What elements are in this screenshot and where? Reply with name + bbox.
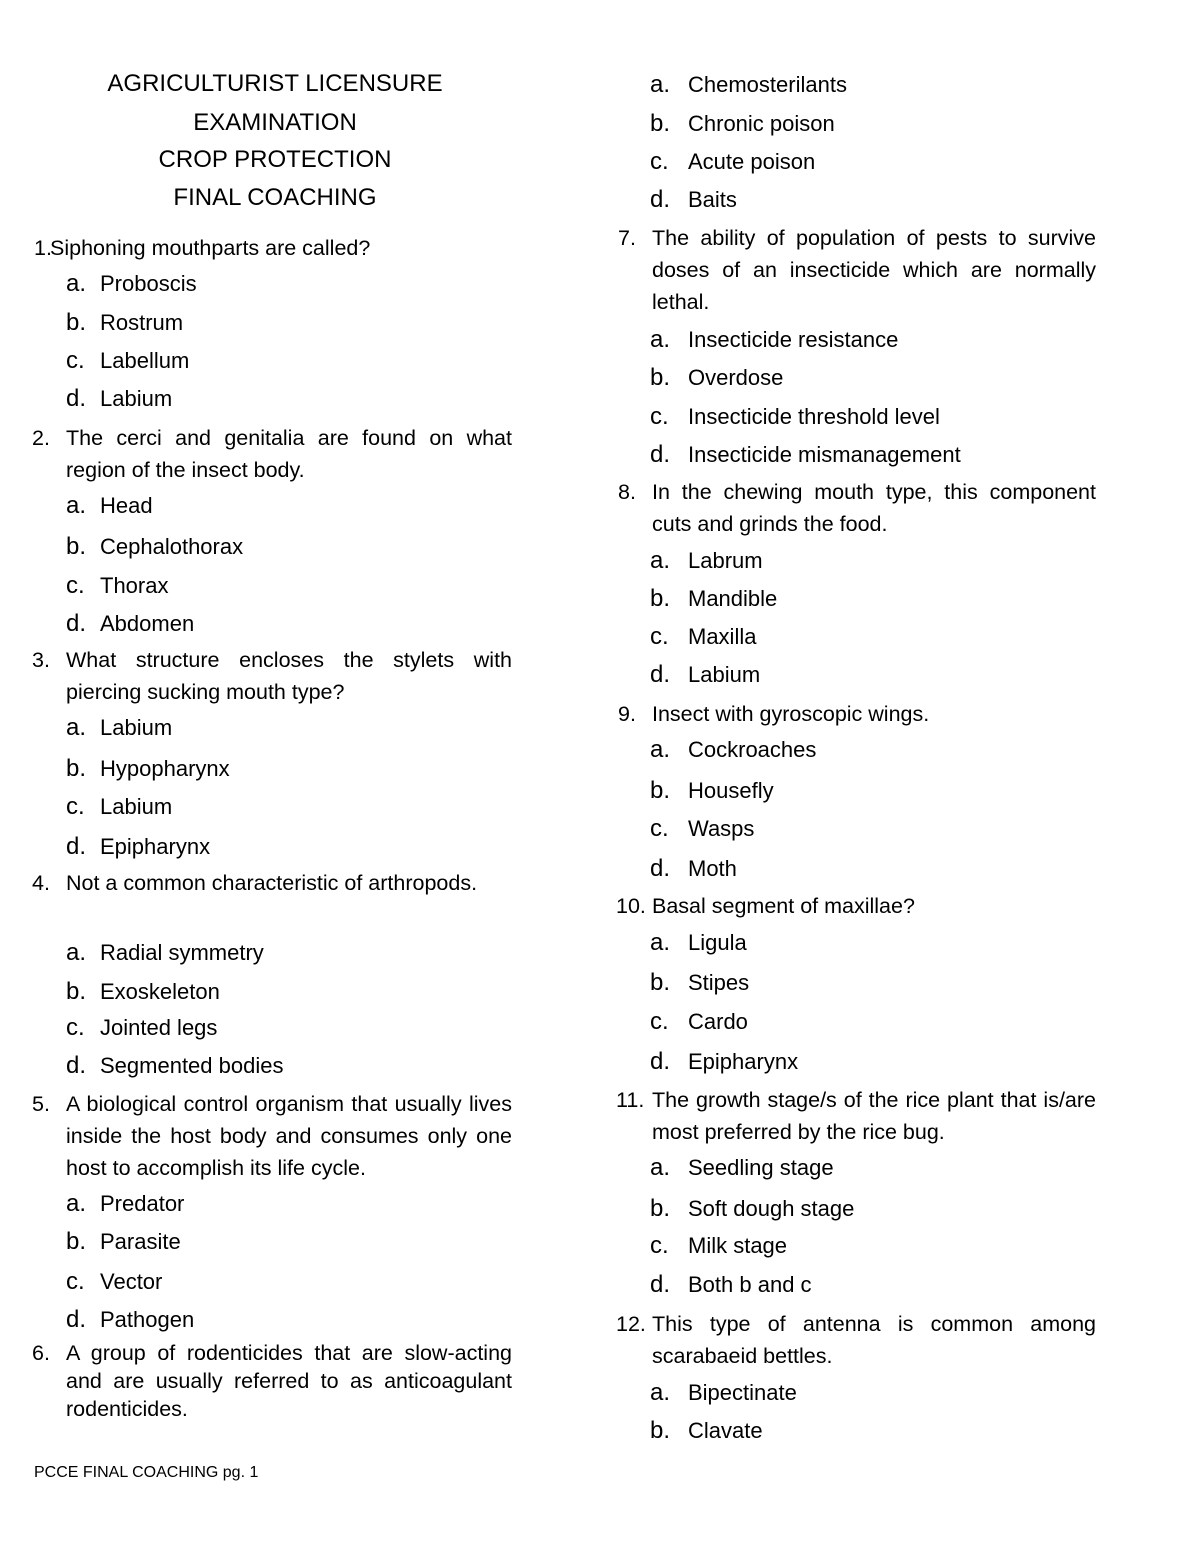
question-text: The cerci and genitalia are found on what region of the insect body. — [66, 426, 512, 482]
question-3 — [32, 644, 512, 708]
question-text: What structure encloses the stylets with piercing sucking mouth type? — [66, 648, 512, 704]
option-12b: b. Clavate — [650, 1417, 763, 1444]
option-9b: b. Housefly — [650, 777, 774, 804]
option-4a: a. Radial symmetry — [66, 939, 264, 966]
option-3b: b. Hypopharynx — [66, 755, 230, 782]
header-title-line-3: CROP PROTECTION — [158, 146, 392, 173]
option-8a: a. Labrum — [650, 547, 763, 574]
question-number: 3. — [32, 648, 50, 672]
question-number: 5. — [32, 1092, 50, 1116]
question-text: A group of rodenticides that are slow-acting and are usually referred to as anticoagulant rodenticides. — [66, 1341, 512, 1421]
option-11a: a. Seedling stage — [650, 1154, 834, 1181]
header-title-line-2: EXAMINATION — [193, 109, 357, 136]
header-title-line-1: AGRICULTURIST LICENSURE — [107, 70, 443, 97]
question-text: In the chewing mouth type, this component cuts and grinds the food. — [652, 480, 1096, 536]
option-3c: c. Labium — [66, 793, 173, 820]
question-text: The ability of population of pests to survive doses of an insecticide which are normally lethal. — [652, 226, 1096, 314]
question-11 — [616, 1084, 1096, 1148]
question-text: Siphoning mouthparts are called? — [50, 236, 371, 260]
option-10a: a. Ligula — [650, 929, 747, 956]
option-5b: b. Parasite — [66, 1228, 181, 1255]
option-11c: c. Milk stage — [650, 1232, 788, 1259]
option-1b: b. Rostrum — [66, 309, 184, 336]
option-10d: d. Epipharynx — [650, 1048, 799, 1075]
option-12a: a. Bipectinate — [650, 1379, 797, 1406]
question-5 — [32, 1088, 512, 1184]
option-9d: d. Moth — [650, 855, 737, 882]
option-1c: c. Labellum — [66, 347, 190, 374]
question-number: 1. — [34, 236, 52, 260]
question-number: 9. — [618, 702, 636, 726]
option-8b: b. Mandible — [650, 585, 778, 612]
option-4b: b. Exoskeleton — [66, 978, 220, 1005]
question-1 — [34, 232, 510, 264]
option-5a: a. Predator — [66, 1190, 185, 1217]
question-text: Not a common characteristic of arthropods. — [66, 871, 478, 895]
option-2a: a. Head — [66, 492, 153, 519]
option-5d: d. Pathogen — [66, 1306, 195, 1333]
option-8c: c. Maxilla — [650, 623, 757, 650]
question-number: 6. — [32, 1341, 50, 1365]
option-11d: d. Both b and c — [650, 1271, 812, 1298]
option-2c: c. Thorax — [66, 572, 169, 599]
option-5c: c. Vector — [66, 1268, 163, 1295]
header-title-line-4: FINAL COACHING — [173, 184, 377, 211]
option-6a: a. Chemosterilants — [650, 71, 847, 98]
question-number: 11. — [616, 1088, 645, 1112]
option-9c: c. Wasps — [650, 815, 755, 842]
option-4d: d. Segmented bodies — [66, 1052, 284, 1079]
question-4 — [32, 867, 512, 931]
option-3d: d. Epipharynx — [66, 833, 211, 860]
option-10b: b. Stipes — [650, 969, 750, 996]
option-7c: c. Insecticide threshold level — [650, 403, 940, 430]
question-6 — [32, 1339, 512, 1423]
question-9 — [618, 698, 1096, 730]
option-4c: c. Jointed legs — [66, 1014, 218, 1041]
option-7d: d. Insecticide mismanagement — [650, 441, 961, 468]
question-8 — [618, 476, 1096, 540]
question-text: A biological control organism that usually lives inside the host body and consumes only one host to accomplish its life cycle. — [66, 1092, 512, 1180]
question-10 — [616, 890, 1096, 922]
option-3a: a. Labium — [66, 714, 173, 741]
question-12 — [616, 1308, 1096, 1372]
option-2d: d. Abdomen — [66, 610, 195, 637]
question-text: This type of antenna is common among scarabaeid bettles. — [652, 1312, 1096, 1368]
question-number: 8. — [618, 480, 636, 504]
question-number: 12. — [616, 1312, 646, 1336]
option-11b: b. Soft dough stage — [650, 1195, 855, 1222]
option-2b: b. Cephalothorax — [66, 533, 244, 560]
option-6c: c. Acute poison — [650, 148, 816, 175]
question-2 — [32, 422, 512, 486]
question-text: The growth stage/s of the rice plant that is/are most preferred by the rice bug. — [652, 1088, 1096, 1144]
option-1a: a. Proboscis — [66, 270, 197, 297]
option-9a: a. Cockroaches — [650, 736, 817, 763]
question-text: Insect with gyroscopic wings. — [652, 702, 930, 726]
option-7a: a. Insecticide resistance — [650, 326, 899, 353]
page-footer: PCCE FINAL COACHING pg. 1 — [34, 1464, 259, 1481]
question-7 — [618, 222, 1096, 318]
option-7b: b. Overdose — [650, 364, 784, 391]
question-number: 10. — [616, 894, 646, 918]
question-number: 2. — [32, 426, 50, 450]
question-number: 4. — [32, 871, 50, 895]
option-6b: b. Chronic poison — [650, 110, 835, 137]
question-number: 7. — [618, 226, 636, 250]
option-1d: d. Labium — [66, 385, 173, 412]
option-10c: c. Cardo — [650, 1008, 748, 1035]
option-6d: d. Baits — [650, 186, 737, 213]
question-text: Basal segment of maxillae? — [652, 894, 915, 918]
option-8d: d. Labium — [650, 661, 761, 688]
